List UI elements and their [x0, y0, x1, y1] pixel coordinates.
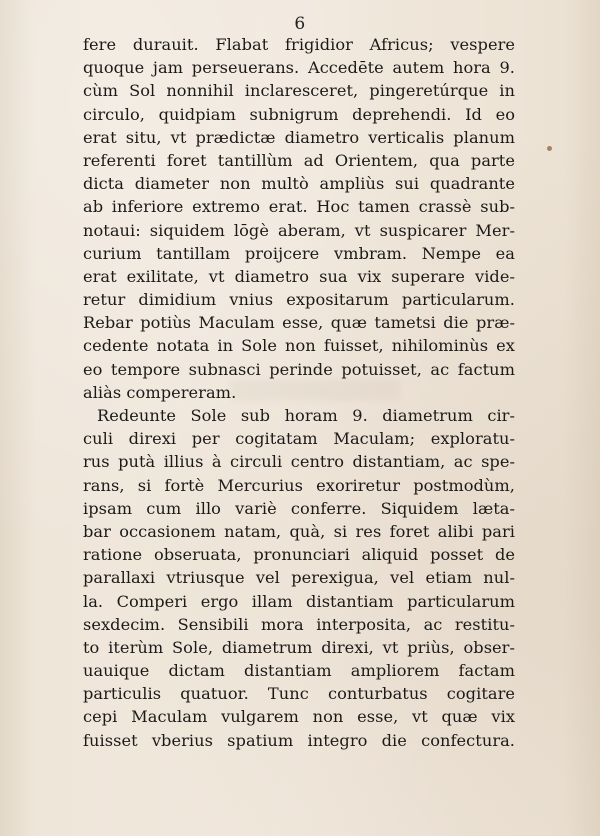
text-line: cepi Maculam vulgarem non esse, vt quæ vix: [83, 707, 515, 727]
text-line: sexdecim. Sensibili mora interposita, ac restitu-: [83, 614, 515, 634]
text-line: uauique dictam distantiam ampliorem factam: [83, 661, 515, 681]
text-line: rans, si fortè Mercurius exoriretur postmodùm,: [83, 475, 515, 495]
text-line: ratione obseruata, pronunciari aliquid posset de: [83, 545, 515, 565]
text-line: retur dimidium vnius expositarum particularum.: [83, 290, 515, 310]
text-line: parallaxi vtriusque vel perexigua, vel etiam nul-: [83, 568, 515, 588]
text-line: erat exilitate, vt diametro sua vix superare vide-: [83, 266, 515, 286]
page-number: 6: [294, 14, 306, 34]
text-line-paragraph-start: Redeunte Sole sub horam 9. diametrum cir-: [97, 406, 515, 425]
text-line: referenti foret tantillùm ad Orientem, qua parte: [83, 150, 515, 170]
text-line: culi direxi per cogitatam Maculam; exploratu-: [83, 429, 515, 449]
text-line: circulo, quidpiam subnigrum deprehendi. Id eo: [83, 104, 515, 124]
text-line: eo tempore subnasci perinde potuisset, ac factum: [83, 359, 515, 379]
text-line: rus putà illius à circuli centro distantiam, ac spe-: [83, 452, 515, 472]
text-line: ipsam cum illo variè conferre. Siquidem læta-: [83, 498, 515, 518]
text-line: ab inferiore extremo erat. Hoc tamen crassè sub-: [83, 197, 515, 217]
text-line: fuisset vberius spatium integro die confectura.: [83, 730, 515, 750]
text-line: notaui: siquidem lōgè aberam, vt suspicarer Mer-: [83, 220, 515, 240]
text-line: to iterùm Sole, diametrum direxi, vt priùs, obser-: [83, 637, 515, 657]
text-line: bar occasionem natam, quà, si res foret alibi pari: [83, 521, 515, 541]
text-line: quoque jam perseuerans. Accedēte autem hora 9.: [83, 58, 515, 78]
text-line: fere durauit. Flabat frigidior Africus; vespere: [83, 35, 515, 54]
text-line: la. Comperi ergo illam distantiam particularum: [83, 591, 515, 611]
ink-speck: [547, 146, 552, 151]
text-line-paragraph-end: aliàs compereram.: [83, 382, 237, 402]
text-line: particulis quatuor. Tunc conturbatus cogitare: [83, 684, 515, 704]
text-line: curium tantillam proijcere vmbram. Nempe ea: [83, 243, 515, 263]
text-line: cùm Sol nonnihil inclaresceret, pingeretúrque in: [83, 81, 515, 101]
body-text: [83, 33, 515, 752]
text-line: Rebar potiùs Maculam esse, quæ tametsi die præ-: [83, 313, 515, 333]
text-line: cedente notata in Sole non fuisset, nihilominùs ex: [83, 336, 515, 356]
text-line: erat situ, vt prædictæ diametro verticalis planum: [83, 127, 515, 147]
text-line: dicta diameter non multò ampliùs sui quadrante: [83, 174, 515, 194]
